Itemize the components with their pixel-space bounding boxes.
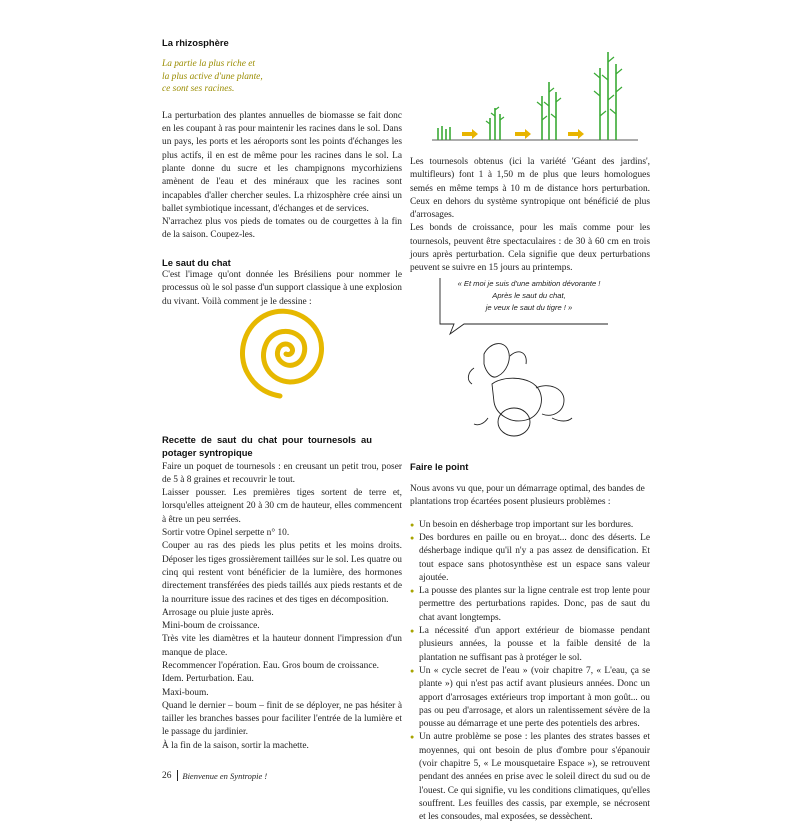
book-title: Bienvenue en Syntropie ! [182, 770, 268, 781]
recipe-step: Quand le dernier – boum – finit de se déployer, ne pas hésiter à tailler les branches basses pour faciliter l'entrée de la lumière et le passage du jardinier. [162, 700, 402, 738]
speech-bubble-line-3: je veux le saut du tigre ! » [485, 303, 573, 312]
section-title-recette: Recette de saut du chat pour tournesols au potager syntropique [162, 433, 372, 459]
list-item: ● Des bordures en paille ou en broyat... donc des déserts. Le désherbage indique qu'il n'y a pas assez de densification. Et tout espace sans photosynthèse est un espace sans valeur ajoutée. [410, 532, 650, 585]
list-item: ● Un autre problème se pose : les plantes des strates basses et moyennes, qui ont besoin de plus d'ombre pour s'épanouir (voir chapitre 5, « Le mousquetaire Espace »), se retrouvent pendant des années en prise avec le soleil direct du sud ou de l'ouest. Ce qui signifie, vu les conditions climatiques, qu'elles souffrent. Les feuilles des cassis, par exemple, se nécrosent et les consoudes, mal exposées, se dessèchent. [410, 731, 650, 824]
recipe-step: À la fin de la saison, sortir la machette. [162, 740, 309, 751]
plant-creature-icon [468, 344, 572, 436]
page-number: 26 [162, 770, 172, 781]
speech-bubble-line-1: « Et moi je suis d'une ambition dévorante ! [457, 279, 601, 288]
spiral-illustration [228, 296, 338, 406]
arrow-icon [568, 129, 584, 139]
pull-quote-line-2: la plus active d'une plante, [162, 71, 263, 82]
arrow-icon [515, 129, 531, 139]
plant-stage-3 [537, 82, 561, 140]
arrow-icon [462, 129, 478, 139]
pull-quote-line-1: La partie la plus riche et [162, 59, 255, 70]
cartoon-illustration [432, 272, 612, 442]
footer-separator [177, 770, 178, 781]
paragraph-rhizosphere: La perturbation des plantes annuelles de biomasse se fait donc en les coupant à ras pour maintenir les racines dans le sol. Dans un pays, les ports et les aéroports sont les points d'échanges les plus actifs, il en est de même pour les racines dans le sol. La plante donne du sucre et les champignons mycorhiziens amènent de l'eau et des minéraux que les racines sont incapables d'aller chercher seules. La rhizosphère crée ainsi un ballet symbiotique incessant, d'échanges et de services. [162, 110, 402, 214]
list-item: ● Un « cycle secret de l'eau » (voir chapitre 7, « L'eau, ça se plante ») qui n'est pas actif avant plusieurs années. Donc un apport d'arrosages extérieurs trop important à mon goût... ou pas ou peu d'arrosage, et alors un ralentissement sévère de la pousse au démarrage et une perte des potentiels des arbres. [410, 665, 650, 731]
recipe-step: Couper au ras des pieds les plus petits et les moins droits. Déposer les tiges grossièrement taillées sur le sol. Les quatre ou cinq qui restent vont bénéficier de la lumière, des hormones directement transférées des pieds taillés aux pieds restants et de la nourriture issue des racines et des tiges en décomposition. [162, 541, 402, 605]
section-title-faire-le-point: Faire le point [410, 461, 469, 472]
paragraph-faire-le-point: Nous avons vu que, pour un démarrage optimal, des bandes de plantations trop écartées posent plusieurs problèmes : [410, 483, 645, 507]
list-item: ● La nécessité d'un apport extérieur de biomasse pendant plusieurs années, la pousse et la faible densité de la plantation ne suffisant pas à protéger le sol. [410, 625, 650, 665]
recipe-step: Très vite les diamètres et la hauteur donnent l'impression d'un manque de place. [162, 634, 402, 658]
paragraph-bonds: Les bonds de croissance, pour les maïs comme pour les tournesols, peuvent être spectaculaires : de 30 à 60 cm en trois jours après perturbation. Cela signifie que deux perturbations peuvent se suivre en 15 jours au printemps. [410, 223, 650, 274]
recipe-step: Sortir votre Opinel serpette n° 10. [162, 528, 290, 539]
paragraph-tournesols: Les tournesols obtenus (ici la variété 'Géant des jardins', multifleurs) font 1 à 1,50 m de plus que leurs homologues semés en même temps à 10 m de distance hors perturbation. Ceux en dehors du système syntropique ont bénéficié de plus d'arrosages. [410, 157, 650, 221]
list-item: ● Un besoin en désherbage trop important sur les bordures. [410, 519, 650, 532]
right-column-bottom [410, 460, 650, 825]
recipe-step: Arrosage ou pluie juste après. [162, 607, 274, 618]
recipe-step: Maxi-boum. [162, 687, 209, 698]
section-title-saut-du-chat: Le saut du chat [162, 256, 231, 268]
recipe-step: Idem. Perturbation. Eau. [162, 674, 254, 685]
recipe-step: Faire un poquet de tournesols : en creusant un petit trou, poser de 5 à 8 graines et recouvrir le tout. [162, 461, 402, 485]
page-footer [162, 770, 267, 781]
recipe-step: Mini-boum de croissance. [162, 621, 260, 632]
right-column-top [410, 156, 650, 276]
plant-stage-1 [438, 126, 450, 140]
paragraph-rhizosphere-2: N'arrachez plus vos pieds de tomates ou de courgettes à la fin de la saison. Coupez-les. [162, 217, 402, 241]
plant-stage-4 [594, 52, 622, 140]
section-title-rhizosphere: La rhizosphère [162, 37, 229, 48]
list-item: ● La pousse des plantes sur la ligne centrale est trop lente pour permettre des perturbations rapides. Donc, pas de saut du chat avant longtemps. [410, 585, 650, 625]
plant-growth-illustration [432, 46, 638, 146]
problem-list [410, 519, 650, 825]
recipe-step: Laisser pousser. Les premières tiges sortent de terre et, lorsqu'elles atteignent 20 à 30 cm de hauteur, elles commencent à être un peu serrées. [162, 488, 402, 525]
recipe-step: Recommencer l'opération. Eau. Gros boum de croissance. [162, 661, 379, 671]
speech-bubble-line-2: Après le saut du chat, [492, 291, 566, 300]
plant-stage-2 [486, 107, 504, 140]
pull-quote-line-3: ce sont ses racines. [162, 84, 235, 95]
paragraph-saut-du-chat: C'est l'image qu'ont donnée les Brésiliens pour nommer le processus où le sol passe d'un support classique à une explosion du vivant. Voilà comment je le dessine : [162, 270, 402, 307]
